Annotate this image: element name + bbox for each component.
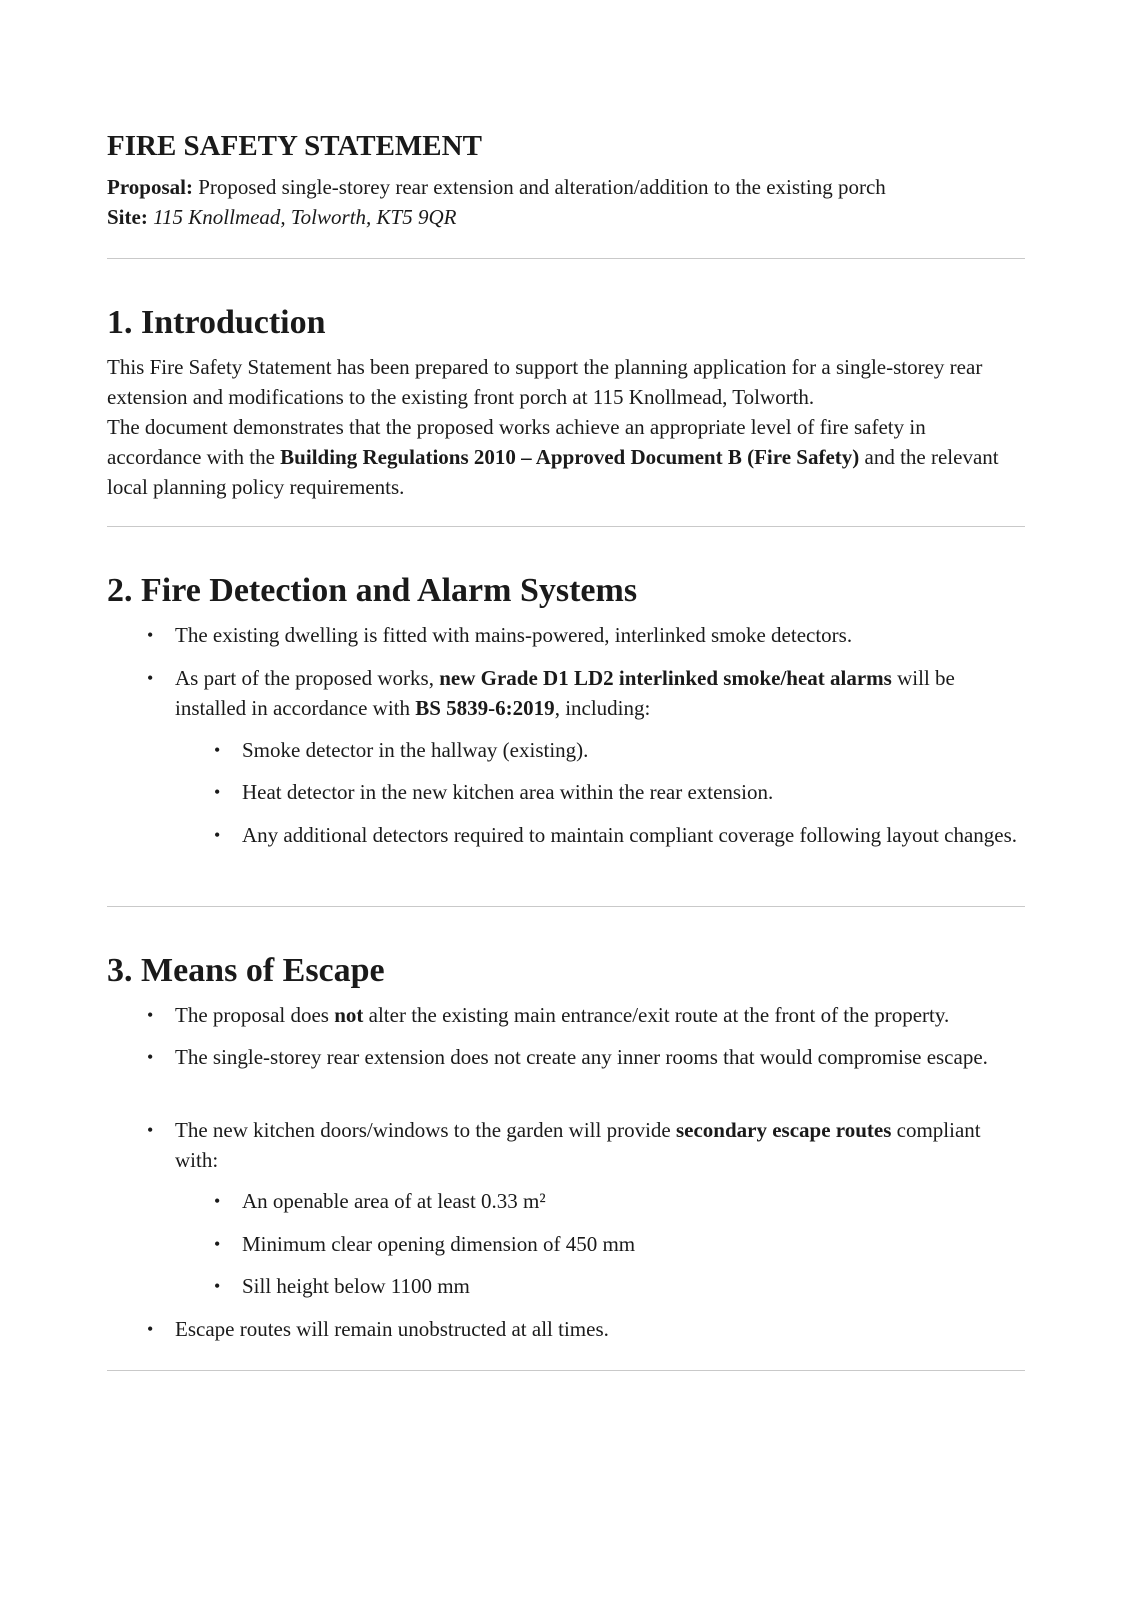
bullet-icon: •	[147, 1005, 154, 1025]
list-item: • The proposal does not alter the existing main entrance/exit route at the front of the property.	[175, 1000, 1025, 1030]
section-heading-detection: 2. Fire Detection and Alarm Systems	[107, 572, 638, 609]
sub-list-item: • Smoke detector in the hallway (existing).	[242, 735, 1025, 765]
bullet-icon: •	[147, 625, 154, 645]
sub-list-item: • Any additional detectors required to maintain compliant coverage following layout changes.	[242, 820, 1025, 850]
bullet-icon: •	[214, 825, 221, 845]
list-item: • The new kitchen doors/windows to the garden will provide secondary escape routes compliant with:	[175, 1115, 1025, 1175]
divider	[107, 258, 1025, 259]
bullet-icon: •	[214, 740, 221, 760]
section-heading-introduction: 1. Introduction	[107, 304, 326, 341]
intro-paragraph-2: The document demonstrates that the proposed works achieve an appropriate level of fire safety in accordance with the Building Regulations 2010 – Approved Document B (Fire Safety) and the relevant local planning policy requirements.	[107, 415, 999, 499]
proposal-text: Proposed single-storey rear extension and alteration/addition to the existing porch	[198, 175, 886, 199]
site-label: Site:	[107, 205, 148, 229]
divider	[107, 526, 1025, 527]
bullet-icon: •	[214, 1191, 221, 1211]
sub-list-item: • Minimum clear opening dimension of 450 mm	[242, 1229, 1025, 1259]
list-item: • As part of the proposed works, new Grade D1 LD2 interlinked smoke/heat alarms will be installed in accordance with BS 5839-6:2019, including:	[175, 663, 1025, 723]
bullet-icon: •	[147, 668, 154, 688]
bullet-icon: •	[147, 1047, 154, 1067]
divider	[107, 906, 1025, 907]
list-item: • The single-storey rear extension does not create any inner rooms that would compromise escape.	[175, 1042, 1025, 1072]
introduction-body	[107, 352, 1025, 502]
site-text: 115 Knollmead, Tolworth, KT5 9QR	[153, 205, 457, 229]
list-item: • Escape routes will remain unobstructed at all times.	[175, 1314, 1025, 1344]
bullet-icon: •	[147, 1319, 154, 1339]
sub-list-item: • Sill height below 1100 mm	[242, 1271, 1025, 1301]
document-title: FIRE SAFETY STATEMENT	[107, 130, 482, 162]
sub-list-item: • An openable area of at least 0.33 m²	[242, 1186, 1025, 1216]
proposal-label: Proposal:	[107, 175, 193, 199]
bullet-icon: •	[214, 782, 221, 802]
site-line	[107, 202, 456, 232]
divider	[107, 1370, 1025, 1371]
proposal-line	[107, 172, 886, 202]
bullet-icon: •	[147, 1120, 154, 1140]
intro-paragraph-1: This Fire Safety Statement has been prepared to support the planning application for a single-storey rear extension and modifications to the existing front porch at 115 Knollmead, Tolworth.	[107, 355, 983, 409]
section-heading-escape: 3. Means of Escape	[107, 952, 385, 989]
bullet-icon: •	[214, 1234, 221, 1254]
sub-list-item: • Heat detector in the new kitchen area within the rear extension.	[242, 777, 1025, 807]
bullet-icon: •	[214, 1276, 221, 1296]
list-item: • The existing dwelling is fitted with mains-powered, interlinked smoke detectors.	[175, 620, 1025, 650]
